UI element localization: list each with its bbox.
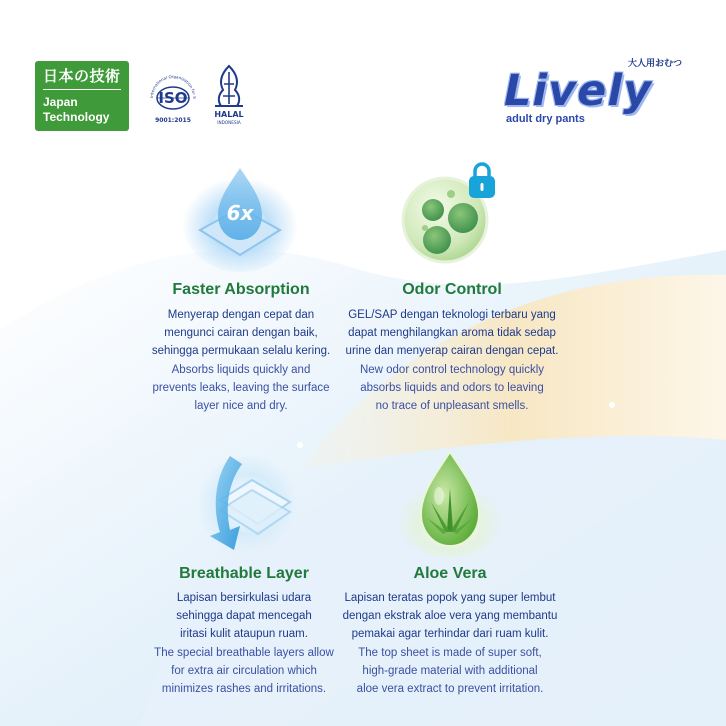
desc-line: GEL/SAP dengan teknologi terbaru yang [348, 309, 556, 321]
halal-sub: INDONESIA [217, 120, 241, 125]
brand-logo [500, 56, 690, 132]
feature-desc-id-breathable-layer [129, 589, 359, 643]
brand-kana: 大人用おむつ [627, 59, 682, 69]
desc-line: aloe vera extract to prevent irritation. [356, 683, 544, 695]
feature-desc-id-faster-absorption [126, 306, 356, 360]
desc-line: absorbs liquids and odors to leaving [360, 382, 544, 394]
aloe-vera-drop-icon [395, 448, 505, 560]
desc-line: The special breathable layers allow [154, 647, 334, 659]
desc-line: minimizes rashes and irritations. [161, 683, 327, 695]
japan-technology-badge [35, 61, 129, 131]
desc-line: sehingga dapat mencegah [176, 610, 312, 622]
desc-line: no trace of unpleasant smells. [375, 400, 529, 412]
halal-label: HALAL [214, 110, 244, 119]
brand-name: Lively [504, 66, 653, 116]
iso-label: ISO [158, 89, 188, 107]
desc-line: Lapisan bersirkulasi udara [176, 592, 312, 604]
japan-label: Japan [43, 95, 78, 109]
desc-line: New odor control technology quickly [359, 364, 545, 376]
iso-standard: 9001:2015 [155, 117, 191, 124]
feature-title-aloe-vera: Aloe Vera [413, 565, 487, 582]
desc-line: Absorbs liquids quickly and [171, 364, 311, 376]
desc-line: Lapisan teratas popok yang super lembut [344, 592, 556, 604]
feature-desc-en-aloe-vera [335, 644, 565, 698]
iso-ring-text: International Organization for S [148, 73, 198, 99]
desc-line: dengan ekstrak aloe vera yang membantu [342, 610, 558, 622]
desc-line: mengunci cairan dengan baik, [164, 327, 318, 339]
feature-title-faster-absorption: Faster Absorption [172, 281, 310, 298]
breathable-layer-arrow-icon [190, 452, 305, 557]
desc-line: urine dan menyerap cairan dengan cepat. [345, 345, 559, 357]
brand-tagline: adult dry pants [506, 113, 585, 125]
desc-line: Menyerap dengan cepat dan [167, 309, 315, 321]
desc-line: dapat menghilangkan aroma tidak sedap [348, 327, 556, 339]
japan-kanji: 日本の技術 [43, 67, 121, 85]
feature-desc-id-aloe-vera [335, 589, 565, 643]
feature-desc-en-breathable-layer [129, 644, 359, 698]
absorption-multiplier: 6x [226, 201, 254, 225]
desc-line: iritasi kulit ataupun ruam. [180, 628, 308, 640]
water-drop-6x-icon [180, 160, 300, 275]
feature-title-odor-control: Odor Control [402, 281, 502, 298]
desc-line: pemakai agar terhindar dari ruam kulit. [351, 628, 549, 640]
technology-label: Technology [43, 110, 110, 124]
desc-line: sehingga permukaan selalu kering. [151, 345, 331, 357]
desc-line: The top sheet is made of super soft, [358, 647, 542, 659]
feature-desc-en-odor-control [337, 361, 567, 415]
iso-certification-icon [146, 70, 200, 126]
desc-line: high-grade material with additional [362, 665, 538, 677]
desc-line: for extra air circulation which [171, 665, 317, 677]
desc-line: prevents leaks, leaving the surface [152, 382, 330, 394]
badge-divider [43, 89, 121, 90]
feature-title-breathable-layer: Breathable Layer [179, 565, 309, 582]
halal-indonesia-icon [209, 64, 249, 126]
desc-line: layer nice and dry. [194, 400, 288, 412]
odor-lock-icon [395, 160, 505, 275]
feature-desc-id-odor-control [337, 306, 567, 360]
feature-desc-en-faster-absorption [126, 361, 356, 415]
